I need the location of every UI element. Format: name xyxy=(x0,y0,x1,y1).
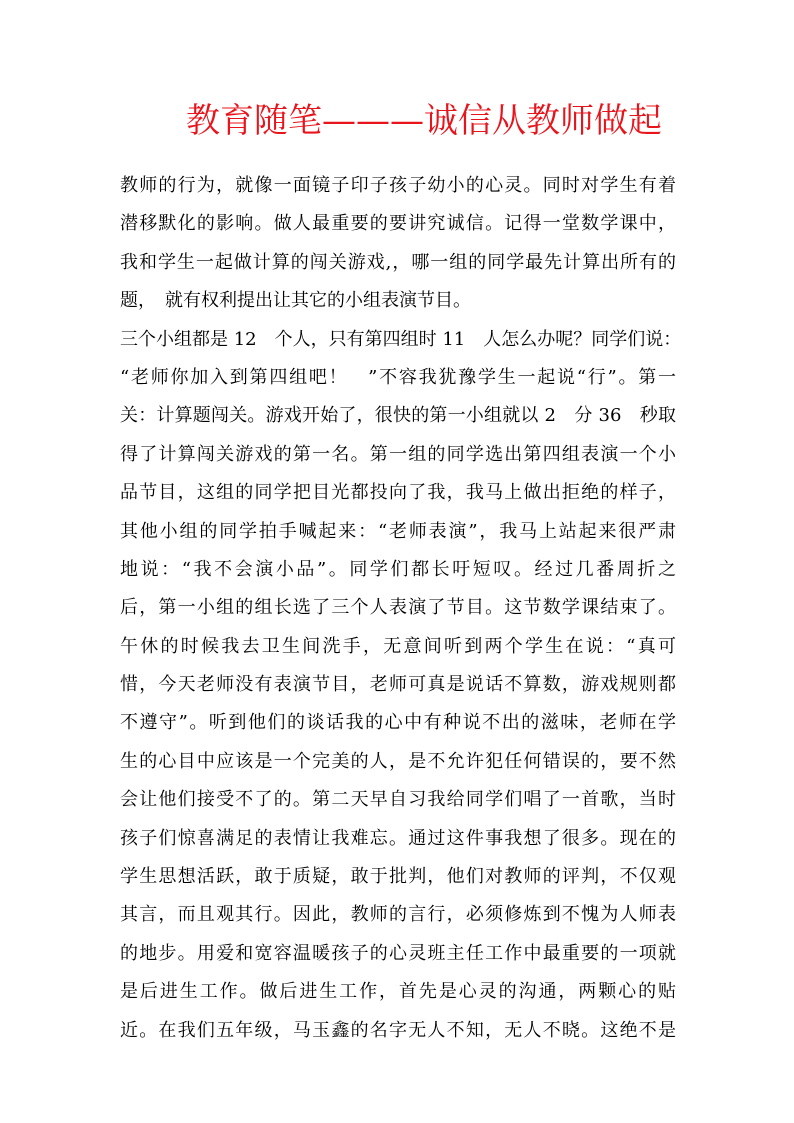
document-title: 教育随笔———诚信从教师做起 xyxy=(186,101,662,141)
paragraph-line: 得了计算闯关游戏的第一名。第一组的同学选出第四组表演一个小 xyxy=(120,443,676,465)
paragraph-line: 其言，而且观其行。因此，教师的言行，必须修炼到不愧为人师表 xyxy=(120,904,676,926)
paragraph-line: 的地步。用爱和宽容温暖孩子的心灵班主任工作中最重要的一项就 xyxy=(120,942,676,964)
paragraph-line: 惜，今天老师没有表演节目，老师可真是说话不算数，游戏规则都 xyxy=(120,674,676,696)
paragraph-line: 潜移默化的影响。做人最重要的要讲究诚信。记得一堂数学课中， xyxy=(120,213,676,235)
paragraph-line: 其他小组的同学拍手喊起来：“老师表演”，我马上站起来很严肃 xyxy=(120,520,676,542)
paragraph-line: 三个小组都是 12 个人，只有第四组时 11 人怎么办呢？同学们说： xyxy=(120,328,682,350)
document-body xyxy=(120,167,682,1050)
paragraph-line: 学生思想活跃，敢于质疑，敢于批判，他们对教师的评判，不仅观 xyxy=(120,866,676,888)
paragraph-line: 孩子们惊喜满足的表情让我难忘。通过这件事我想了很多。现在的 xyxy=(120,827,676,849)
paragraph-line: 是后进生工作。做后进生工作，首先是心灵的沟通，两颗心的贴 xyxy=(120,981,676,1003)
paragraph-line: 近。在我们五年级，马玉鑫的名字无人不知，无人不晓。这绝不是 xyxy=(120,1019,676,1041)
paragraph-line: “老师你加入到第四组吧！ ”不容我犹豫学生一起说“行”。第一 xyxy=(120,366,676,388)
paragraph-line: 生的心目中应该是一个完美的人，是不允许犯任何错误的，要不然 xyxy=(120,750,676,772)
paragraph-line: 不遵守”。听到他们的谈话我的心中有种说不出的滋味，老师在学 xyxy=(120,712,676,734)
paragraph-line: 地说：“我不会演小品”。同学们都长吁短叹。经过几番周折之 xyxy=(120,558,676,580)
paragraph-line: 午休的时候我去卫生间洗手，无意间听到两个学生在说：“真可 xyxy=(120,635,676,657)
paragraph-line: 品节目，这组的同学把目光都投向了我，我马上做出拒绝的样子， xyxy=(120,482,676,504)
paragraph-line: 教师的行为，就像一面镜子印子孩子幼小的心灵。同时对学生有着 xyxy=(120,175,676,196)
paragraph-line: 题， 就有权利提出让其它的小组表演节目。 xyxy=(120,290,471,312)
paragraph-line: 后，第一小组的组长选了三个人表演了节目。这节数学课结束了。 xyxy=(120,597,676,619)
paragraph-line: 我和学生一起做计算的闯关游戏,，哪一组的同学最先计算出所有的 xyxy=(120,251,676,273)
paragraph-line: 关：计算题闯关。游戏开始了，很快的第一小组就以 2 分 36 秒取 xyxy=(120,405,676,427)
paragraph-line: 会让他们接受不了的。第二天早自习我给同学们唱了一首歌，当时 xyxy=(120,789,676,811)
